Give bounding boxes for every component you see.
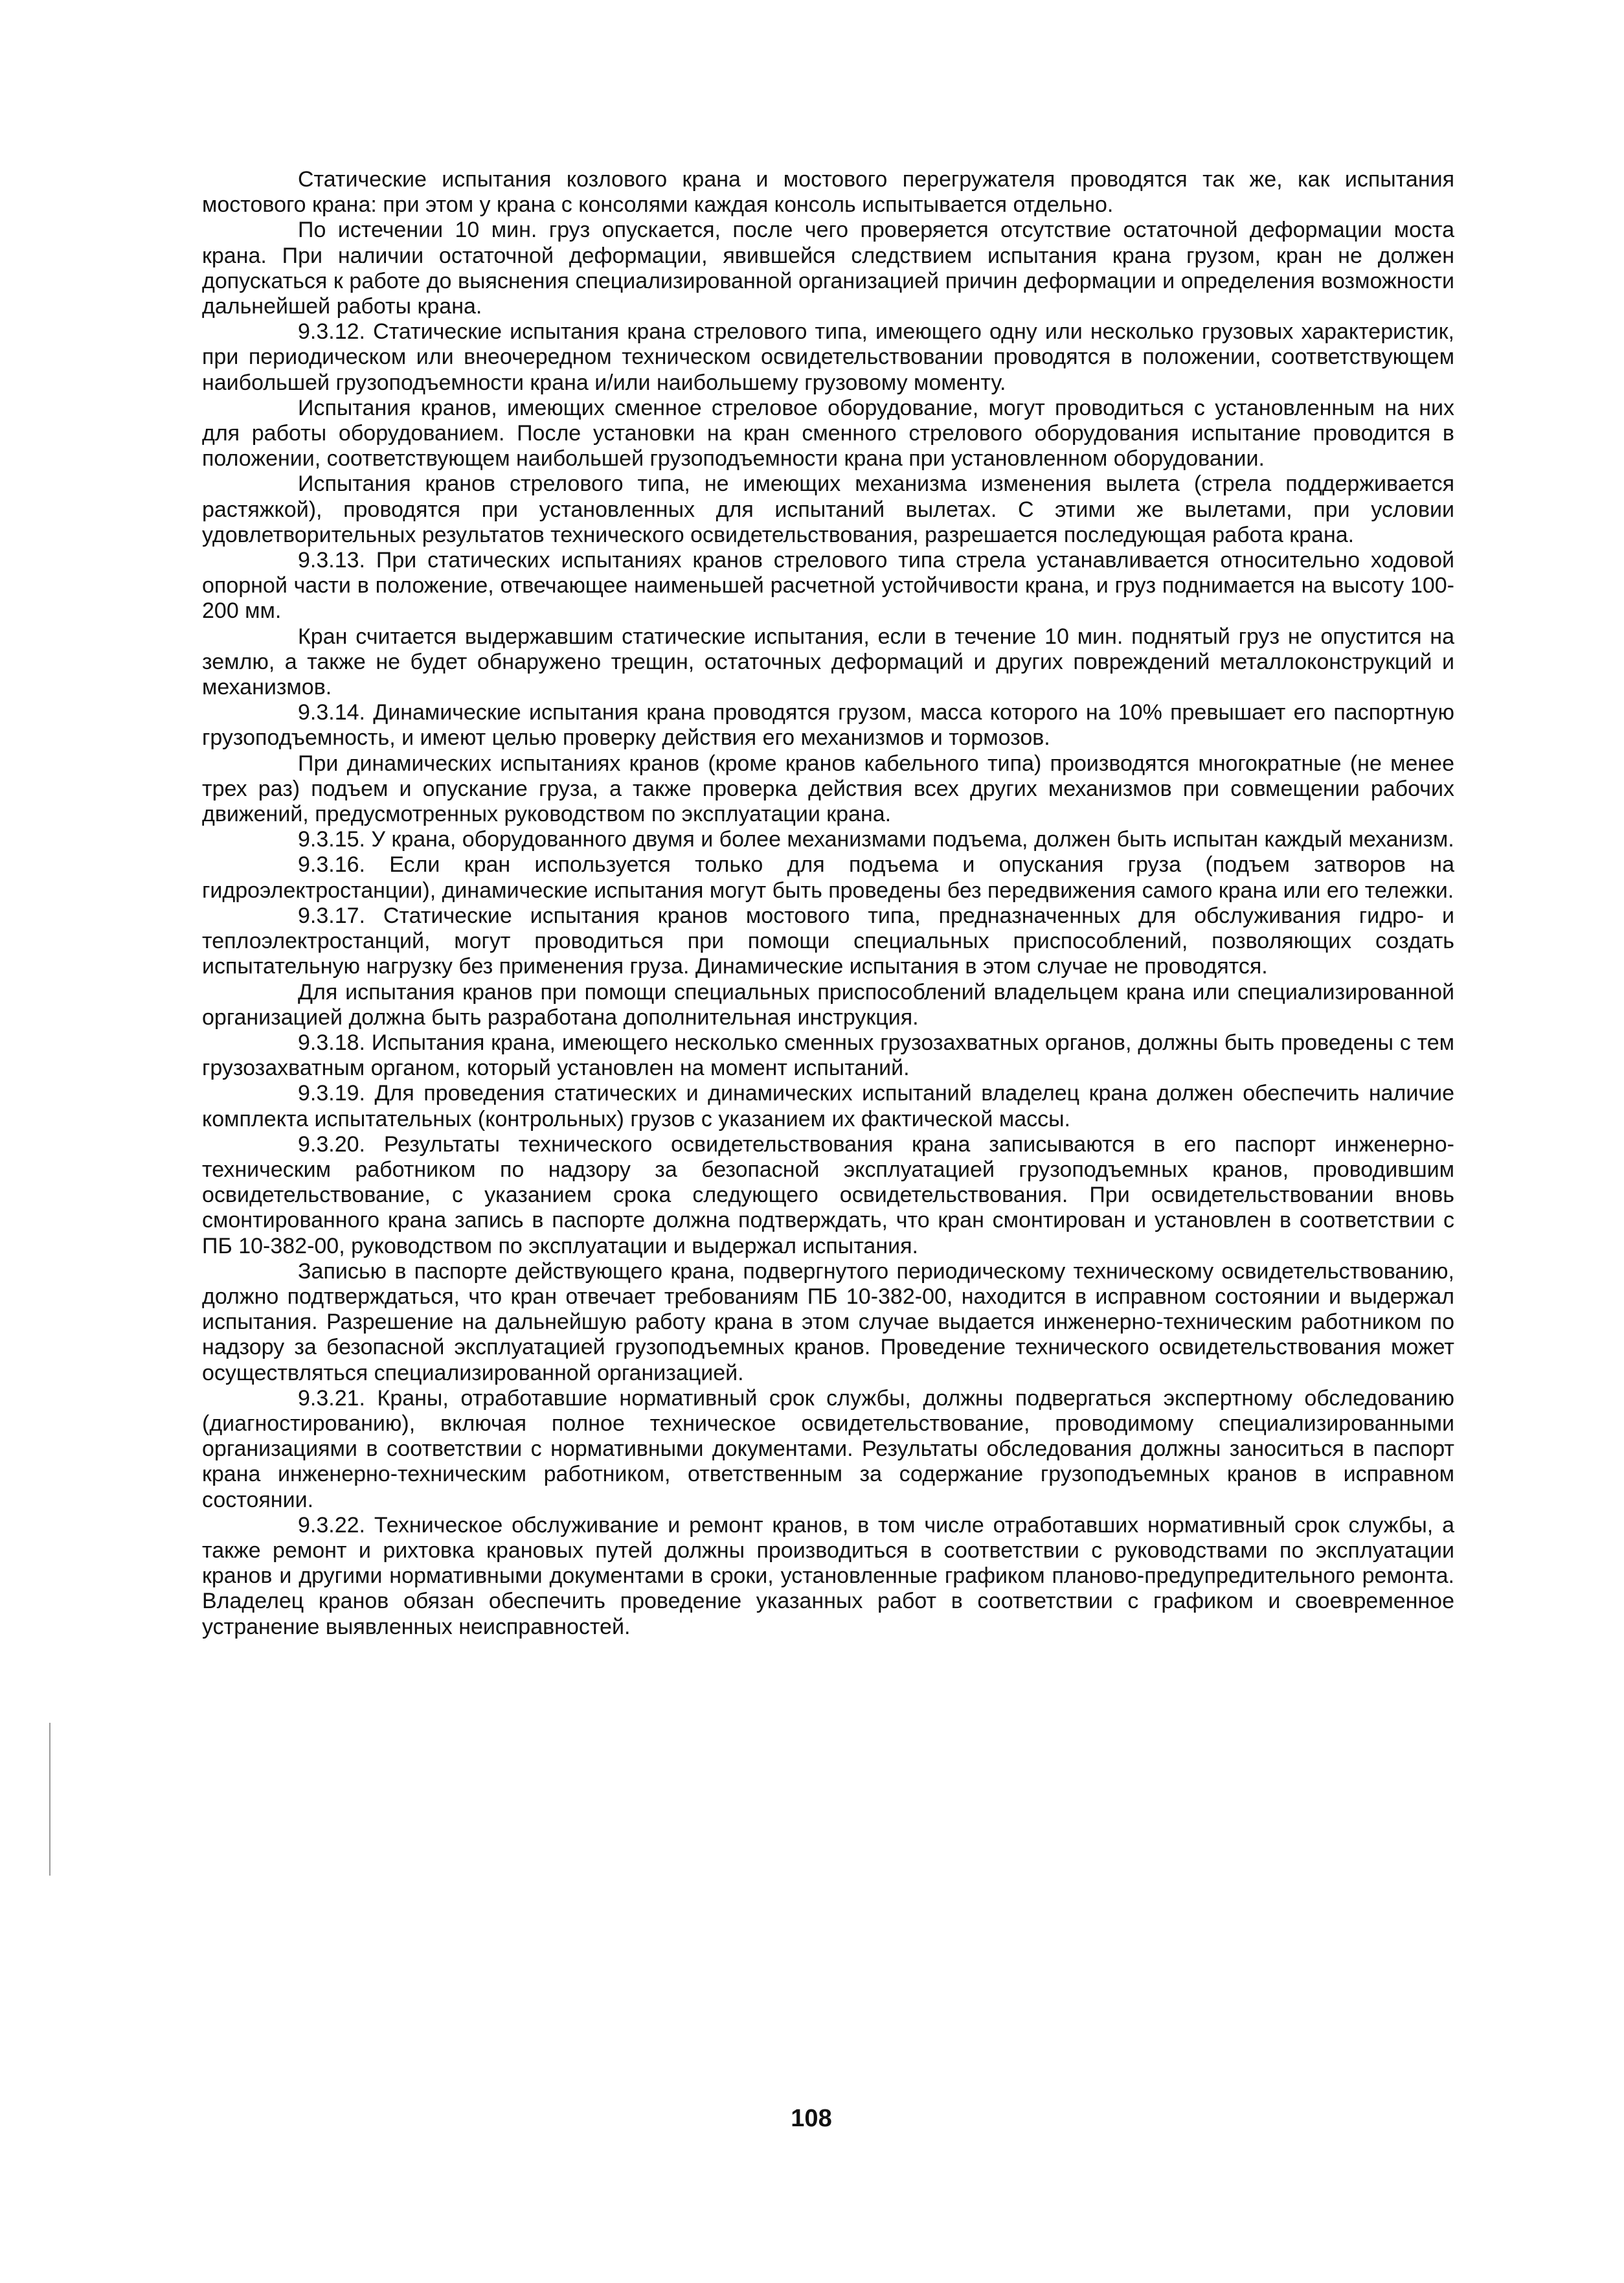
paragraph: При динамических испытаниях кранов (кроме кранов кабельного типа) производятся многократные (не менее трех раз) подъем и опускание груза, а также проверка действия всех других механизмов при совмещении рабочих движений, предусмотренных руководством по эксплуатации крана. — [202, 751, 1454, 827]
paragraph-section-9-3-18: 9.3.18. Испытания крана, имеющего несколько сменных грузозахватных органов, должны быть проведены с тем грузозахватным органом, который установлен на момент испытаний. — [202, 1030, 1454, 1081]
paragraph: Записью в паспорте действующего крана, подвергнутого периодическому техническому освидетельствованию, должно подтверждаться, что кран отвечает требованиям ПБ 10-382-00, находится в исправном состоянии и выдержал испытания. Разрешение на дальнейшую работу крана в этом случае выдается инженерно-техническим работником по надзору за безопасной эксплуатацией грузоподъемных кранов. Проведение технического освидетельствования может осуществляться специализированной организацией. — [202, 1258, 1454, 1385]
paragraph: По истечении 10 мин. груз опускается, после чего проверяется отсутствие остаточной деформации моста крана. При наличии остаточной деформации, явившейся следствием испытания крана грузом, кран не должен допускаться к работе до выяснения специализированной организацией причин деформации и определения возможности дальнейшей работы крана. — [202, 218, 1454, 319]
paragraph-section-9-3-13: 9.3.13. При статических испытаниях кранов стрелового типа стрела устанавливается относительно ходовой опорной части в положение, отвечающее наименьшей расчетной устойчивости крана, и груз поднимается на высоту 100-200 мм. — [202, 548, 1454, 624]
page-number: 108 — [791, 2105, 832, 2132]
paragraph-section-9-3-17: 9.3.17. Статические испытания кранов мостового типа, предназначенных для обслуживания гидро- и теплоэлектростанций, могут проводиться при помощи специальных приспособлений, позволяющих создать испытательную нагрузку без применения груза. Динамические испытания в этом случае не проводятся. — [202, 903, 1454, 979]
paragraph-section-9-3-20: 9.3.20. Результаты технического освидетельствования крана записываются в его паспорт инженерно-техническим работником по надзору за безопасной эксплуатацией грузоподъемных кранов, проводившим освидетельствование, с указанием срока следующего освидетельствования. При освидетельствовании вновь смонтированного крана запись в паспорте должна подтверждать, что кран смонтирован и установлен в соответствии с ПБ 10-382-00, руководством по эксплуатации и выдержал испытания. — [202, 1131, 1454, 1258]
paragraph-section-9-3-19: 9.3.19. Для проведения статических и динамических испытаний владелец крана должен обеспечить наличие комплекта испытательных (контрольных) грузов с указанием их фактической массы. — [202, 1081, 1454, 1131]
paragraph: Статические испытания козлового крана и мостового перегружателя проводятся так же, как испытания мостового крана: при этом у крана с консолями каждая консоль испытывается отдельно. — [202, 167, 1454, 218]
paragraph: Кран считается выдержавшим статические испытания, если в течение 10 мин. поднятый груз не опустится на землю, а также не будет обнаружено трещин, остаточных деформаций и других повреждений металлоконструкций и механизмов. — [202, 624, 1454, 700]
scan-artifact-line — [49, 1723, 51, 1876]
paragraph: Для испытания кранов при помощи специальных приспособлений владельцем крана или специализированной организацией должна быть разработана дополнительная инструкция. — [202, 979, 1454, 1030]
paragraph-section-9-3-15: 9.3.15. У крана, оборудованного двумя и более механизмами подъема, должен быть испытан каждый механизм. — [298, 827, 1454, 852]
paragraph-section-9-3-22: 9.3.22. Техническое обслуживание и ремонт кранов, в том числе отработавших нормативный срок службы, а также ремонт и рихтовка крановых путей должны производиться в соответствии с руководствами по эксплуатации кранов и другими нормативными документами в сроки, установленные графиком планово-предупредительного ремонта. Владелец кранов обязан обеспечить проведение указанных работ в соответствии с графиком и своевременное устранение выявленных неисправностей. — [202, 1512, 1454, 1639]
paragraph-section-9-3-14: 9.3.14. Динамические испытания крана проводятся грузом, масса которого на 10% превышает его паспортную грузоподъемность, и имеют целью проверку действия его механизмов и тормозов. — [202, 700, 1454, 751]
paragraph-section-9-3-21: 9.3.21. Краны, отработавшие нормативный срок службы, должны подвергаться экспертному обследованию (диагностированию), включая полное техническое освидетельствование, проводимому специализированными организациями в соответствии с нормативными документами. Результаты обследования должны заноситься в паспорт крана инженерно-техническим работником, ответственным за содержание грузоподъемных кранов в исправном состоянии. — [202, 1385, 1454, 1512]
paragraph-section-9-3-12: 9.3.12. Статические испытания крана стрелового типа, имеющего одну или несколько грузовых характеристик, при периодическом или внеочередном техническом освидетельствовании проводятся в положении, соответствующем наибольшей грузоподъемности крана и/или наибольшему грузовому моменту. — [202, 319, 1454, 395]
paragraph: Испытания кранов стрелового типа, не имеющих механизма изменения вылета (стрела поддерживается растяжкой), проводятся при установленных для испытаний вылетах. С этими же вылетами, при условии удовлетворительных результатов технического освидетельствования, разрешается последующая работа крана. — [202, 471, 1454, 547]
paragraph-section-9-3-16: 9.3.16. Если кран используется только для подъема и опускания груза (подъем затворов на гидроэлектростанции), динамические испытания могут быть проведены без передвижения самого крана или его тележки. — [202, 852, 1454, 903]
paragraph: Испытания кранов, имеющих сменное стреловое оборудование, могут проводиться с установленным на них для работы оборудованием. После установки на кран сменного стрелового оборудования испытание проводится в положении, соответствующем наибольшей грузоподъемности крана при установленном оборудовании. — [202, 395, 1454, 471]
document-body — [202, 167, 1454, 1640]
